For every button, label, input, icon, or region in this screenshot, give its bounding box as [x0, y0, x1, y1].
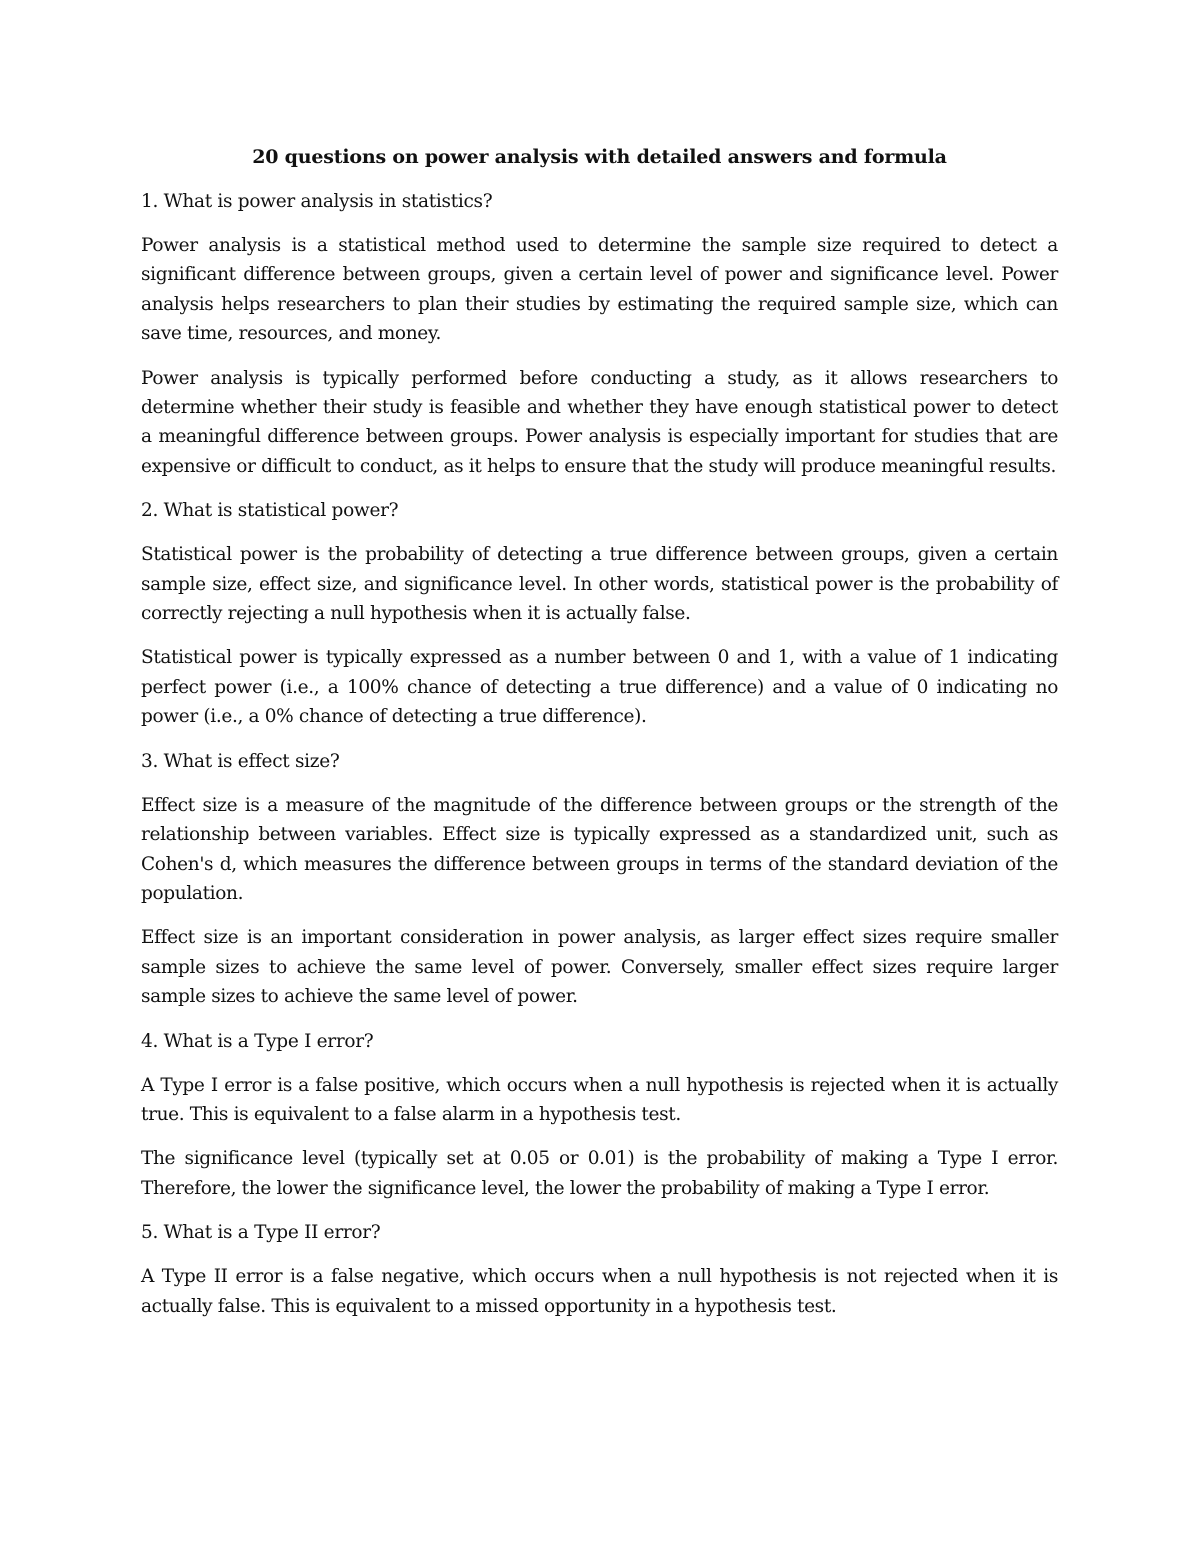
answer-paragraph: Effect size is a measure of the magnitude of the difference between groups or the strength of the relationship between variables. Effect size is typically expressed as a standardized unit, such as Cohen's d, which measures the difference between groups in terms of the standard deviation of the population.: [141, 794, 1058, 904]
answer-paragraph: A Type I error is a false positive, which occurs when a null hypothesis is rejected when it is actually true. This is equivalent to a false alarm in a hypothesis test.: [141, 1074, 1058, 1125]
question-heading: 4. What is a Type I error?: [141, 1030, 374, 1052]
question-section-1: [141, 187, 1058, 481]
question-heading: 1. What is power analysis in statistics?: [141, 191, 493, 212]
question-heading: 2. What is statistical power?: [141, 500, 399, 522]
question-section-5: [141, 1218, 1058, 1321]
answer-paragraph: Power analysis is a statistical method used to determine the sample size required to detect a significant difference between groups, given a certain level of power and significance level. Power analysis helps researchers to plan their studies by estimating the required sample size, which can save time, resources, and money.: [141, 235, 1058, 345]
question-heading: 3. What is effect size?: [141, 750, 340, 772]
answer-paragraph: Statistical power is the probability of detecting a true difference between groups, given a certain sample size, effect size, and significance level. In other words, statistical power is the probability of correctly rejecting a null hypothesis when it is actually false.: [141, 544, 1058, 625]
document-title: 20 questions on power analysis with detailed answers and formula: [252, 146, 947, 168]
question-section-2: [141, 496, 1058, 731]
question-section-3: [141, 747, 1058, 1012]
question-heading: 5. What is a Type II error?: [141, 1222, 381, 1244]
answer-paragraph: Statistical power is typically expressed as a number between 0 and 1, with a value of 1 indicating perfect power (i.e., a 100% chance of detecting a true difference) and a value of 0 indicating no power (i.e., a 0% chance of detecting a true difference).: [141, 647, 1058, 728]
answer-paragraph: Power analysis is typically performed before conducting a study, as it allows researchers to determine whether their study is feasible and whether they have enough statistical power to detect a meaningful difference between groups. Power analysis is especially important for studies that are expensive or difficult to conduct, as it helps to ensure that the study will produce meaningful results.: [141, 367, 1058, 477]
question-section-4: [141, 1027, 1058, 1204]
answer-paragraph: Effect size is an important consideration in power analysis, as larger effect sizes require smaller sample sizes to achieve the same level of power. Conversely, smaller effect sizes require larger sample sizes to achieve the same level of power.: [141, 927, 1058, 1008]
document-content: [141, 143, 1058, 1336]
answer-paragraph: A Type II error is a false negative, which occurs when a null hypothesis is not rejected when it is actually false. This is equivalent to a missed opportunity in a hypothesis test.: [141, 1266, 1058, 1317]
answer-paragraph: The significance level (typically set at 0.05 or 0.01) is the probability of making a Type I error. Therefore, the lower the significance level, the lower the probability of making a Type I error.: [141, 1148, 1058, 1199]
